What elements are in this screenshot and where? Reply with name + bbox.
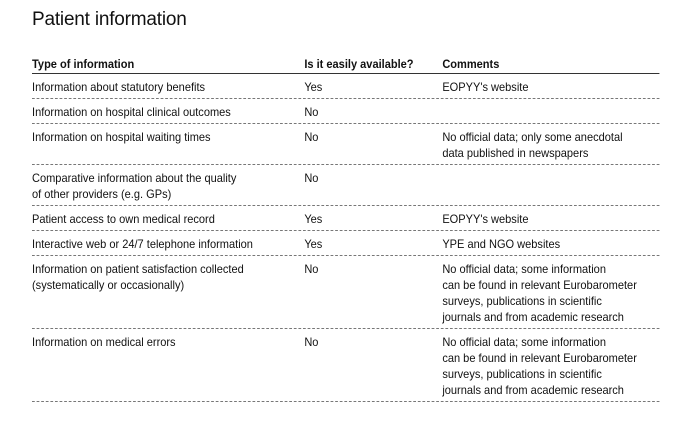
table-row (32, 124, 659, 165)
row-availability-cell: No (304, 262, 319, 276)
row-type-cell: Information on hospital clinical outcomes (32, 105, 231, 119)
row-availability-cell: Yes (304, 237, 323, 251)
table-row (32, 99, 659, 124)
table-row (32, 256, 659, 329)
row-comments-cell: YPE and NGO websites (442, 237, 561, 251)
row-availability-cell: No (304, 105, 319, 119)
table-row (32, 74, 659, 99)
row-comments-cell (442, 104, 659, 123)
row-comments-cell: No official data; some information can be found in relevant Eurobarometer surveys, publications in scientific journals and from academic research (442, 262, 637, 324)
row-type-cell: Information on hospital waiting times (32, 130, 211, 144)
row-availability-cell: Yes (304, 80, 323, 94)
row-comments-cell: EOPYY's website (442, 212, 529, 226)
header-type-of-information: Type of information (32, 57, 135, 71)
row-type-cell: Comparative information about the quality of other providers (e.g. GPs) (32, 171, 237, 201)
row-availability-cell: No (304, 171, 319, 185)
row-comments-cell: EOPYY's website (442, 80, 529, 94)
row-comments-cell (442, 170, 659, 205)
row-comments-cell: No official data; some information can be found in relevant Eurobarometer surveys, publications in scientific journals and from academic research (442, 335, 637, 397)
row-type-cell: Patient access to own medical record (32, 212, 215, 226)
row-availability-cell: Yes (304, 212, 323, 226)
row-comments-cell: No official data; only some anecdotal data published in newspapers (442, 130, 623, 160)
header-availability: Is it easily available? (304, 57, 414, 71)
table-row (32, 165, 659, 206)
header-comments: Comments (442, 57, 500, 71)
table-row (32, 206, 659, 231)
patient-information-table (32, 54, 659, 402)
row-type-cell: Interactive web or 24/7 telephone information (32, 237, 253, 251)
table-row (32, 329, 659, 402)
page-title: Patient information (32, 9, 187, 30)
row-type-cell: Information about statutory benefits (32, 80, 206, 94)
table-row (32, 231, 659, 256)
row-availability-cell: No (304, 130, 319, 144)
row-availability-cell: No (304, 335, 319, 349)
table-header-row (32, 54, 659, 74)
row-type-cell: Information on patient satisfaction collected (systematically or occasionally) (32, 262, 244, 292)
row-type-cell: Information on medical errors (32, 335, 176, 349)
